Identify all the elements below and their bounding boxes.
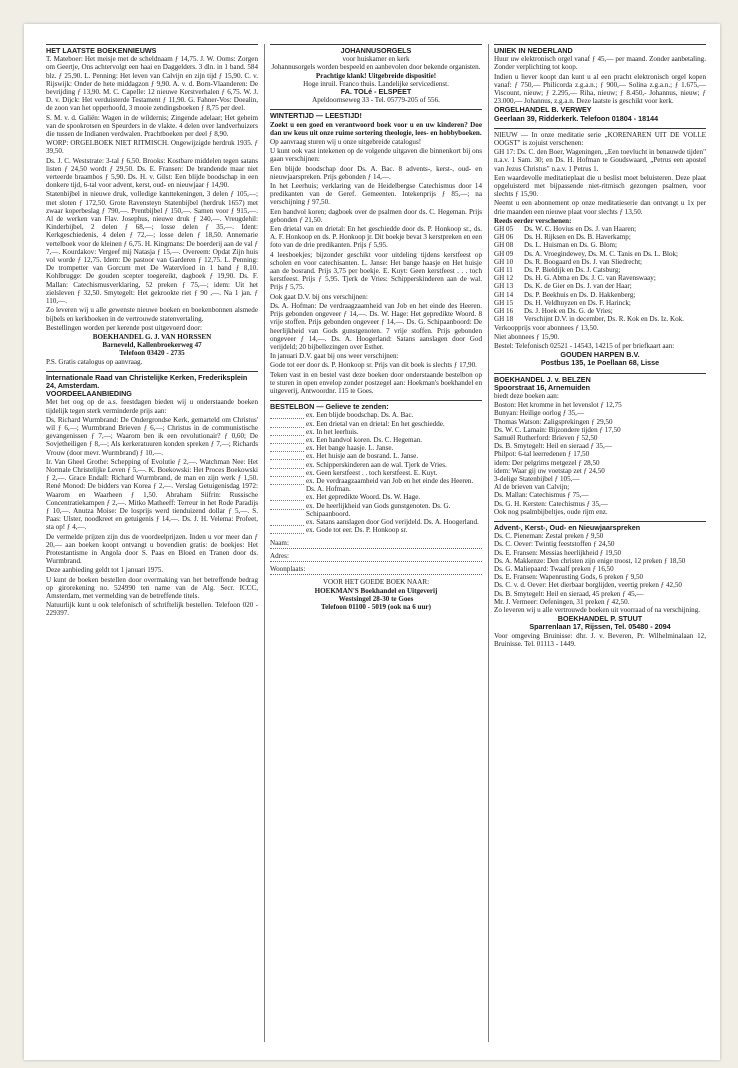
advertiser-address: Westsingel 28-30 te Goes <box>338 594 414 603</box>
ad-title: UNIEK IN NEDERLAND <box>494 46 573 55</box>
ad-paragraph: Neemt u een abonnement op onze meditatieserie dan ontvangt u 1x per drie maanden een nieuwe plaat voor slechts ƒ 13,50. <box>494 199 706 216</box>
ad-paragraph: Ook gaat D.V. bij ons verschijnen: <box>270 292 368 301</box>
ad-orgelhandel-verwey <box>494 44 706 123</box>
ad-paragraph: Ds. Richard Wurmbrand: De Ondergrondse Kerk, gemarteld om Christus' wil ƒ 6,—; Wurmbrand Brieven ƒ 6,—; Christus in de communistische gevangenissen ƒ 7,—; Waarom ben ik een revolutionair? ƒ 0,60; De Sovjetheiligen ƒ 8,—; Als kerkeratuuren konden spreken ƒ 7,—; Richards Vrouw (door mevr. Wurmbrand) ƒ 10,—. <box>46 415 258 457</box>
order-line <box>270 411 482 419</box>
ad-line: Hoge inruil. Franco thuis. Landelijke servicedienst. <box>303 79 449 88</box>
ad-paragraph: Met het oog op de a.s. feestdagen bieden wij u onderstaande boeken tijdelijk tegen sterk verminderde prijs aan: <box>46 398 258 415</box>
order-line <box>270 420 482 428</box>
city-field-label: Woonplaats: <box>270 565 306 574</box>
ad-paragraph: T. Mateboer: Het meisje met de scheldnaam ƒ 14,75. J. W. Ooms: Zorgen om Geertje, Ons achtervolgt een haai en Daggelders. 3 dln. in 1 band. 584 blz. ƒ 25,90. L. Penning: Het leven van Calvijn en zijn tijd ƒ 15,90. C. v. Rijswijk: Onder de hete middagzon ƒ 9,90. A. v. d. Born-Vlaanderen: De bevrijding ƒ 13,90. M. C. Capelle: 12 nieuwe Kerstverhalen ƒ 6,75. W. J. D. v. Dijck: Het verduisterde Testament ƒ 11,90. G. Fahner-Vos: Doealin, de zoon van het opperhoofd, 3 mooie zendingsboeken ƒ 8,75 per deel. <box>46 55 258 113</box>
quantity-field[interactable] <box>270 526 304 534</box>
ad-paragraph: Een handvol koren; dagboek over de psalmen door ds. C. Hegeman. Prijs gebonden ƒ 21,50. <box>270 207 482 224</box>
column-divider <box>488 44 489 1042</box>
list-item <box>494 233 706 241</box>
record-title: Verschijnt D.V. in december, Ds. R. Kok en Ds. Iz. Kok. <box>524 315 684 324</box>
order-item-label: ex. Het gepredikte Woord. Ds. W. Hage. <box>306 493 421 502</box>
ad-paragraph: Een blijde boodschap door Ds. A. Bac. 8 advents-, kerst-, oud- en nieuwjaarspreken. Prijs gebonden ƒ 14,—. <box>270 164 482 181</box>
ad-paragraph: Ds. J. C. Weststrate: 3-tal ƒ 6,50. Brooks: Kostbare middelen tegen satans listen ƒ 24,50 wordt ƒ 29,50. Ds. E. Fransen: De brandende maar niet verteerde braambos ƒ 5,90. Ds. H. v. Gilst: Een blijde boodschap in een donkere tijd, 6-tal voor advent, kerst, oud- en nieuwjaar ƒ 14,90. <box>46 156 258 190</box>
list-item: idem: Der pelgrims metgezel ƒ 28,50 <box>494 458 600 467</box>
newspaper-page <box>24 24 720 1060</box>
order-line <box>270 493 482 501</box>
list-item: Ds. B. Smytegelt: Heil en sieraad ƒ 35,— <box>494 442 612 451</box>
list-item: Mr. J. Vermeer: Oefeningen, 31 preken ƒ 42,50. <box>494 597 630 606</box>
ad-paragraph: S. M. v. d. Galiën: Wagen in de wildernis; Zingende adelaar; Het geheim van de spookrotsen en Speurders in de vlakte. 4 delen over landverhuizers die tussen de Indianen verdwalen. Prachtboeken per deel ƒ 8,90. <box>46 113 258 139</box>
order-line <box>270 452 482 460</box>
record-code: GH 16 <box>494 307 514 316</box>
list-item: Ds. W. C. Lamain: Bijzondere tijden ƒ 17,50 <box>494 425 621 434</box>
record-code: GH 13 <box>494 282 514 291</box>
order-line <box>270 526 482 534</box>
ad-paragraph: Indien u liever koopt dan kunt u al een pracht elektronisch orgel kopen vanaf: ƒ 750,— Philicorda z.g.a.n.; ƒ 900,— Solina z.g.a.n.; ƒ 1.675,— Viscount, nieuw; ƒ 2.295,— Riha, nieuw; ƒ 8.450,- Johannus, nieuw; ƒ 23.000,— Johannus, z.g.a.n. Deze laatste is geschikt voor kerk. <box>494 72 706 106</box>
list-item: Al de brieven van Calvijn; <box>494 483 570 492</box>
record-code: GH 18 <box>494 315 514 324</box>
ad-wintertijd <box>270 109 482 395</box>
record-title: Ds. K. de Gier en Ds. J. van der Haar; <box>524 282 632 291</box>
ad-paragraph: Zo leveren wij u alle gewenste nieuwe boeken en boekenbonnen alsmede bijbels en kerkboeken in de vertrouwde statenvertaling. <box>46 306 258 323</box>
order-form <box>270 400 482 611</box>
advertiser-phone: Telefoon 03420 - 2735 <box>119 349 185 358</box>
list-item: 3-delige Statenbijbel ƒ 105,— <box>494 474 580 483</box>
ad-johannusorgels <box>270 44 482 104</box>
order-item-label: ex. Geen kerstfeest . . toch kerstfeest. E. Kuyt. <box>306 468 438 477</box>
order-item-label: ex. In het leerhuis. <box>306 427 359 436</box>
ad-paragraph: biedt deze boeken aan: <box>494 391 559 400</box>
order-item-label: ex. Gode tot eer. Ds. P. Honkoop sr. <box>306 526 408 535</box>
advertiser-name: BOEKHANDEL P. STUUT <box>557 614 643 624</box>
ad-paragraph: Bestel: Telefonisch 02521 - 14543, 14215 of per briefkaart aan: <box>494 341 675 350</box>
ad-paragraph: U kunt ook vast intekenen op de volgende uitgaven die binnenkort bij ons gaan verschijnen: <box>270 147 482 164</box>
order-item-label: ex. Het huisje aan de bosrand. L. Janse. <box>306 452 419 461</box>
ad-paragraph: GH 17: Ds. C. den Boer, Wageningen, „Een toevlucht in benauwde tijden" n.a.v. 1 Sam. 30; en Ds. H. Hofman te Goudswaard, „Petrus een apostel van Jezus Christus" n.a.v. 1 Petrus 1. <box>494 148 706 173</box>
order-item-label: ex. Een drietal van en drietal: En het geschiedde. <box>306 419 445 428</box>
ad-paragraph: Bestellingen worden per kerende post uitgevoerd door: <box>46 323 203 332</box>
ad-paragraph: In januari D.V. gaat bij ons weer verschijnen: <box>270 352 399 361</box>
list-item: Ook nog psalmbijbeltjes, oude rijm enz. <box>494 507 608 516</box>
record-code: GH 08 <box>494 241 514 250</box>
name-field[interactable] <box>270 539 482 549</box>
ad-paragraph: In het Leerhuis; verklaring van de Heidelbergse Catechismus door 14 predikanten van de Geref. Gemeenten. Intekenprijs ƒ 85,—; na verschijning ƒ 97,50. <box>270 182 482 207</box>
column-2 <box>270 44 482 1050</box>
ad-paragraph: Verkoopprijs voor abonnees ƒ 13,50. <box>494 323 599 332</box>
ad-subtitle: voor huiskamer en kerk <box>342 55 410 64</box>
list-item <box>494 307 706 315</box>
record-title: Ds. H. G. Abma en Ds. J. C. van Ravenswaay; <box>524 274 656 283</box>
list-item: Ds. C. Pieneman: Zestal preken ƒ 9,50 <box>494 532 604 541</box>
quantity-field[interactable] <box>270 436 304 444</box>
advertiser-address: Apeldoornseweg 33 - Tel. 05779-205 of 556. <box>312 96 440 105</box>
column-1 <box>46 44 258 1050</box>
ad-paragraph: Een drietal van en drietal: En het geschiedde door ds. P. Honkoop sr., ds. A. F. Honkoop en ds. P. Honkoop jr. Dit boekje bevat 3 kerstpreken en een foto van de drie predikanten. Prijs ƒ 5,95. <box>270 225 482 250</box>
ad-subtitle: VOORDEELAANBIEDING <box>46 389 132 399</box>
order-form-title: BESTELBON — Gelieve te zenden: <box>270 402 389 412</box>
record-code: GH 06 <box>494 233 514 242</box>
ad-stuut <box>494 521 706 648</box>
record-title: Ds. H. Rijksen en Ds. B. Haverkamp; <box>524 233 631 242</box>
advertiser-name: FA. TOLé - ELSPEET <box>340 87 412 97</box>
list-item: Bunyan: Heilige oorlog ƒ 35,— <box>494 409 585 418</box>
ad-gouden-harpen <box>494 128 706 368</box>
ad-title: JOHANNUSORGELS <box>340 46 412 55</box>
record-title: Ds. R. Boogaard en Ds. J. van Sliedrecht; <box>524 257 643 266</box>
quantity-field[interactable] <box>270 493 304 501</box>
record-code: GH 15 <box>494 298 514 307</box>
advertiser-address: Geerlaan 39, Ridderkerk. Telefoon 01804 - 18144 <box>494 113 659 123</box>
address-field[interactable] <box>270 552 482 562</box>
order-form-footer: VOOR HET GOEDE BOEK NAAR: <box>322 578 430 587</box>
list-item <box>494 291 706 299</box>
column-3 <box>494 44 706 1050</box>
ad-paragraph: Niet abonnees ƒ 15,90. <box>494 332 560 341</box>
ad-paragraph: Gode tot eer door ds. P. Honkoop sr. Prijs van dit boek is slechts ƒ 17,90. <box>270 361 477 370</box>
ad-title: Advent-, Kerst-, Oud- en Nieuwjaarspreken <box>494 522 641 532</box>
list-item: Ds. B. Smytegelt: Heil en sieraad, 45 preken ƒ 45,— <box>494 589 644 598</box>
list-item: Philpot: 6-tal leerredenen ƒ 17,50 <box>494 450 590 459</box>
list-item: Ds. E. Fransen: Wapenrusting Gods, 6 preken ƒ 9,50 <box>494 573 644 582</box>
list-item: Ds. E. Fransen: Messias heerlijkheid ƒ 19,50 <box>494 548 622 557</box>
record-title: Ds. L. Huisman en Ds. G. Blom; <box>524 241 618 250</box>
order-line <box>270 518 482 526</box>
quantity-field[interactable] <box>270 444 304 452</box>
order-line <box>270 461 482 469</box>
ad-paragraph: De vermelde prijzen zijn dus de voordeelprijzen. Inden u vor meer dan ƒ 20,— aan boeken koopt ontvangt u bovendien gratis: de boekjes: Het Protestantisme in Angola door S. Paas en Bloed en Tranen door ds. Wurmbrand. <box>46 532 258 566</box>
advertiser-address: Barneveld, Kallenbroekerweg 47 <box>102 341 202 350</box>
order-line <box>270 436 482 444</box>
ad-paragraph: Ds. A. Hofman: De verdraagzaamheid van Job en het einde des Heeren. Prijs gebonden ongeveer ƒ 14,—. Ds. W. Hage: Het gepredikte Woord. 8 vrije stoffen. Prijs gebonden ongeveer ƒ 14,—. Ds. G. Schipaanboord: De heerlijkheid van Gods gunstgenoten. 7 vrije stoffen. Prijs gebonden ongeveer ƒ 14,—. Ds. A. Hoogerland: Satans aanslagen door God verijdeld; 20 bijbellezingen over Esther. <box>270 301 482 351</box>
order-item-label: ex. De heerlijkheid van Gods gunstgenoten. Ds. G. Schipaanboord. <box>306 501 451 518</box>
ad-paragraph: 4 leesboekjes; bijzonder geschikt voor uitdeling tijdens kerstfeest op scholen en voor catechisanten. L. Janse: Het bange haasje en Het huisje aan de bosrand. Prijs 3,75 per boekje. E. Kuyt: Geen kerstfeest . . . toch kerstfeest. Prijs ƒ 5,95. Tjerk de Vries: Schipperskinderen aan de wal. Prijs ƒ 5,75. <box>270 250 482 292</box>
ad-title: Internationale Raad van Christelijke Kerken, Frederiksplein 24, Amsterdam. <box>46 372 248 390</box>
list-item <box>494 250 706 258</box>
ad-title: HET LAATSTE BOEKENNIEUWS <box>46 46 157 55</box>
quantity-field[interactable] <box>270 411 304 419</box>
ad-van-horssen <box>46 44 258 366</box>
order-item-label: ex. Een blijde boodschap. Ds. A. Bac. <box>306 411 414 420</box>
list-item: Thomas Watson: Zaligsprekingen ƒ 29,50 <box>494 417 613 426</box>
ad-paragraph: Zo leveren wij u alle vertrouwde boeken uit voorraad of na verschijning. <box>494 606 701 614</box>
address-field-label: Adres: <box>270 552 289 561</box>
order-line <box>270 428 482 436</box>
list-item: Ds. C. Oever: Twintig feeststoffen ƒ 24,50 <box>494 540 615 549</box>
record-code: GH 14 <box>494 290 514 299</box>
order-item-label: ex. Het bange haasje. L. Janse. <box>306 444 394 453</box>
list-item: Samuël Rutherford: Brieven ƒ 52,50 <box>494 433 598 442</box>
record-title: Ds. J. Hoek en Ds. G. de Vries; <box>524 307 613 316</box>
list-item: Boston: Het kromme in het levenslot ƒ 12,75 <box>494 401 622 410</box>
order-item-label: ex. Schipperskinderen aan de wal. Tjerk de Vries. <box>306 460 447 469</box>
list-item: Ds. C. v. d. Oever: Het dierbaar borglijden, veertig preken ƒ 42,50 <box>494 581 682 590</box>
record-code: GH 05 <box>494 225 514 234</box>
ad-paragraph: WORP: ORGELBOEK NIET RITMISCH. Ongewijzigde herdruk 1935. ƒ 39,50. <box>46 139 258 156</box>
list-item <box>494 299 706 307</box>
list-item <box>494 282 706 290</box>
list-item <box>494 241 706 249</box>
order-item-label: ex. Satans aanslagen door God verijdeld. Ds. A. Hoogerland. <box>306 517 479 526</box>
advertiser-address: Spoorstraat 16, Arnemuiden <box>494 382 590 392</box>
list-item <box>494 258 706 266</box>
quantity-field[interactable] <box>270 461 304 469</box>
advertiser-name: GOUDEN HARPEN B.V. <box>560 350 640 360</box>
list-heading: Reeds eerder verschenen: <box>494 216 572 225</box>
advertiser-name: HOEKMAN'S Boekhandel en Uitgeverij <box>314 586 438 595</box>
advertiser-name: ORGELHANDEL B. VERWEY <box>494 105 592 115</box>
advertiser-address: Sparrenlaan 17, Rijssen, Tel. 05480 - 2094 <box>529 622 671 632</box>
advertiser-name: BOEKHANDEL G. J. VAN HORSSEN <box>92 332 212 341</box>
quantity-field[interactable] <box>270 477 304 485</box>
order-line <box>270 477 482 493</box>
record-title: Ds. W. C. Hovius en Ds. J. van Haaren; <box>524 225 637 234</box>
record-title: Ds. H. Veldhuyzen en Ds. F. Harinck; <box>524 298 631 307</box>
record-code: GH 12 <box>494 274 514 283</box>
record-code: GH 10 <box>494 257 514 266</box>
ad-paragraph: Ir. Van Gheel Grothe: Schepping of Evolutie ƒ 2,—. Watchman Nee: Het Normale Christelijke Leven ƒ 5,—. K. Boekowski: Het Proces Boekowski ƒ 2,—. Grace Endall: Richard Wurmbrand, de man en zijn werk ƒ 1,50. René Monod: De bidders van Korea ƒ 2,—. Verslag Getuigenisdag 1972: Waarom en Waarheen ƒ 1,50. Abraham Siifrin: Russische Concentratiekampen ƒ 2,—. Mitko Matheeff: Terreur in het Rode Paradijs ƒ 10,—. Anutza Moise: De losprijs werd tienduizend dollar ƒ 5,—. S. Paas: Ulster, noodkreet en getuigenis ƒ 14,—. Ds. J. H. Velema: Profeet, sta op! ƒ 4,—. <box>46 457 258 532</box>
order-item-label: ex. De verdraagzaamheid van Job en het einde des Heeren. Ds. A. Hofman. <box>306 476 474 494</box>
list-item: Ds. Mallan: Catechismus ƒ 75,— <box>494 491 589 500</box>
ad-line: Prachtige klank! Uitgebreide dispositie! <box>315 71 437 80</box>
ad-paragraph: Deze aanbieding geldt tot 1 januari 1975. <box>46 566 164 575</box>
ad-paragraph: Een waardevolle meditatieplaat die u beslist moet beluisteren. Deze plaat opgeluisterd met bijpassende niet-ritmisch gezongen psalmen, voor slechts ƒ 15,90. <box>494 173 706 199</box>
list-item: Ds. A. Makkenze: Den christen zijn enige troost, 12 preken ƒ 18,50 <box>494 556 686 565</box>
quantity-field[interactable] <box>270 518 304 526</box>
ad-paragraph: NIEUW — In onze meditatie serie „KORENAREN UIT DE VOLLE OOGST" is zojuist verschenen: <box>494 130 706 148</box>
column-divider <box>264 44 265 1042</box>
ad-title: BOEKHANDEL J. v. BELZEN <box>494 374 591 384</box>
ad-paragraph: Zoekt u een goed en verantwoord boek voor u en uw kinderen? Doe dan uw keus uit onze ruime sortering theologie, lees- en hobbyboeken. <box>270 120 482 137</box>
list-item <box>494 274 706 282</box>
order-line <box>270 444 482 452</box>
quantity-field[interactable] <box>270 420 304 428</box>
record-title: Ds. A. Vroegindewey, Ds. M. C. Tanis en Ds. L. Blok; <box>524 249 679 258</box>
list-item: Ds. G. H. Kersten: Catechismus ƒ 35,— <box>494 499 608 508</box>
ad-footnote: P.S. Gratis catalogus op aanvraag. <box>46 357 143 366</box>
quantity-field[interactable] <box>270 469 304 477</box>
quantity-field[interactable] <box>270 502 304 510</box>
order-item-label: ex. Een handvol koren. Ds. C. Hegeman. <box>306 435 423 444</box>
ad-belzen <box>494 373 706 516</box>
ad-footnote: Voor omgeving Bruinisse: dhr. J. v. Beveren, Pr. Wilhelminalaan 12, Bruinisse. Tel. 01113 - 1449. <box>494 631 706 648</box>
record-code: GH 11 <box>494 266 513 275</box>
ad-paragraph: Teken vast in en bestel vast deze boeken door onderstaande bestelbon op te sturen in open envelop zonder postzegel aan: Hoekman's boekhandel en uitgeverij, Antwoordnr. 115 te Goes. <box>270 370 482 395</box>
ad-paragraph: Op aanvraag sturen wij u onze uitgebreide catalogus! <box>270 138 422 147</box>
advertiser-address: Postbus 135, 1e Poellaan 68, Lisse <box>540 358 660 368</box>
quantity-field[interactable] <box>270 428 304 436</box>
advertiser-phone: Telefoon 01100 - 5019 (ook na 6 uur) <box>321 602 431 611</box>
list-item: idem: Waar gij uw voetstap zet ƒ 24,50 <box>494 466 605 475</box>
ad-paragraph: U kunt de boeken bestellen door overmaking van het betreffende bedrag op girorekening no. 524990 ten name van de Alg. Secr. ICCC, Amsterdam, met vermelding van de betreffende titels. <box>46 575 258 600</box>
quantity-field[interactable] <box>270 452 304 460</box>
order-line <box>270 469 482 477</box>
list-item <box>494 225 706 233</box>
list-item <box>494 315 706 323</box>
ad-title: WINTERTIJD — LEESTIJD! <box>270 111 362 121</box>
ad-line: Johannusorgels worden bespeeld en aanbevolen door bekende organisten. <box>271 63 481 72</box>
name-field-label: Naam: <box>270 539 289 548</box>
record-title: Ds. P. Beekhuis en Ds. D. Hakkenberg; <box>524 290 636 299</box>
order-line <box>270 502 482 518</box>
ad-paragraph: Statenbijbel in nieuwe druk, volledige kanttekeningen, 3 delen ƒ 105,—; met sloten ƒ 172,50. Grote Ravensteyn Statenbijbel (herdruk 1657) met zwaar koperbeslag ƒ 790,—. Prentbijbel ƒ 150,—. Samen voor ƒ 915,—. Al de werken van Flav. Josephus, nieuwe druk ƒ 240,—. Vreugdehil: Kinderbijbel, 2 delen ƒ 68,—; losse delen ƒ 35,—. Ident: Kerkgeschiedenis, 4 delen ƒ 72,—; losse delen ƒ 18,50. Annemarie vertelboek voor de kleinen ƒ 6,75. H. Kingmans: De boerderij aan de val ƒ 7,—. Kourdakov: Vergeef mij Natasja ƒ 15,—. Overeem: Opdat Zijn huis vol worde ƒ 12,75. Idem: De pastoor van Garderen ƒ 12,75. L. Penning: De trompetter van Gorcum met De Watervloed in 1 band ƒ 8,10. Kohlbrugge: De gouden scepter toegereikt, dagboek ƒ 19,90. Ds. F. Mallan: Catechismusverklaring, 52 preken ƒ 75,—; idem: Uit het zielsleven ƒ 32,50. Smytegelt: Het gekrookte riet ƒ 90 ,—. Na 1 jan. ƒ 110,—. <box>46 190 258 306</box>
record-code: GH 09 <box>494 249 514 258</box>
ad-paragraph: Natuurlijk kunt u ook telefonisch of schriftelijk bestellen. Telefoon 020 - 229397. <box>46 601 258 618</box>
list-item <box>494 266 706 274</box>
city-field[interactable] <box>270 565 482 575</box>
list-item: Ds. G. Maliepaard: Twaalf preken ƒ 16,50 <box>494 564 614 573</box>
record-title: Ds. P. Bieldijk en Ds. J. Catsburg; <box>524 266 621 275</box>
ad-iccc <box>46 371 258 618</box>
ad-paragraph: Huur uw elektronisch orgel vanaf ƒ 45,— per maand. Zonder aanbetaling. Zonder verplichting tot koop. <box>494 55 706 72</box>
